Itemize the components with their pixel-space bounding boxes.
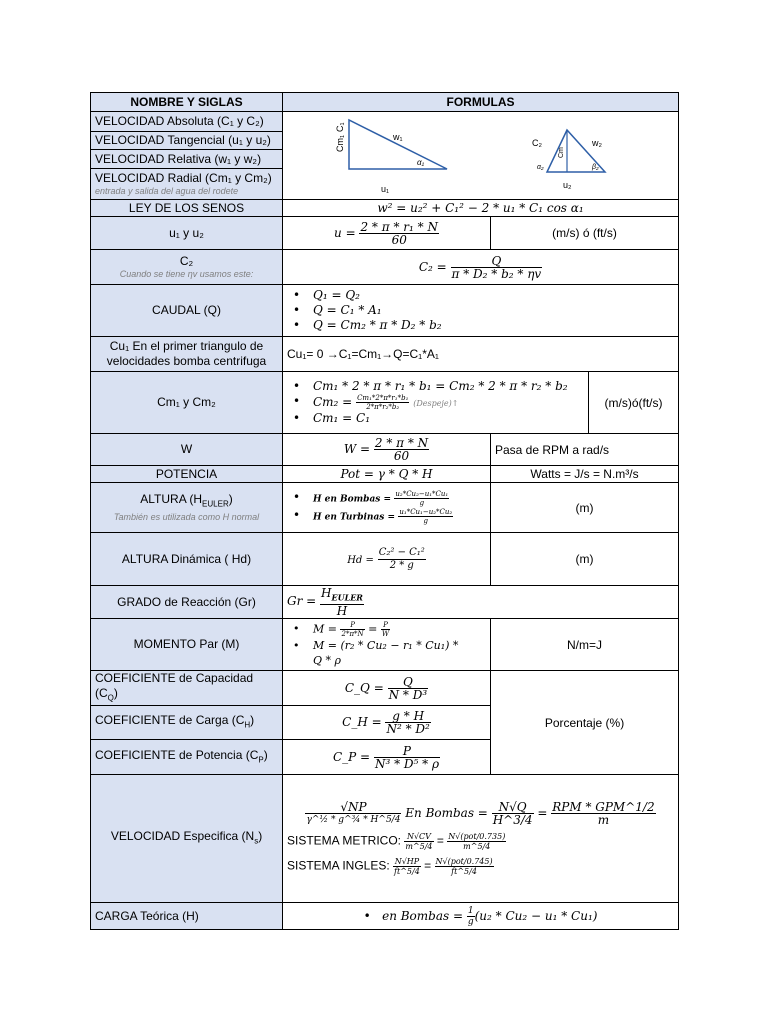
cq-label-end: )	[113, 686, 118, 700]
formula-cu1: Cu₁= 0 →C₁=Cm₁→Q=C₁*A₁	[283, 337, 679, 372]
formula-u-den: 60	[391, 232, 407, 247]
formula-cq-den: N * D³	[388, 687, 428, 702]
right-triangle-cm: Cm	[558, 147, 565, 158]
formula-carga	[283, 903, 679, 930]
formula-hd-num: C₂² − C₁²	[378, 546, 425, 558]
ns-frac-3	[551, 801, 655, 826]
formula-table	[90, 92, 679, 930]
ns-ingles-frac-2	[435, 857, 494, 876]
row-w: W	[91, 434, 283, 466]
caudal-item: • Q = Cm₂ * π * D₂ * b₂	[313, 318, 674, 333]
formula-hd	[283, 533, 491, 586]
row-hd: ALTURA Dinámica ( Hd)	[91, 533, 283, 586]
momento-item-1-frac2	[381, 621, 390, 638]
row-carga: CARGA Teórica (H)	[91, 903, 283, 930]
momento-item-1-den2: W	[381, 630, 390, 638]
formula-momento	[283, 619, 491, 671]
altura-label	[140, 492, 233, 509]
cp-label: COEFICIENTE de Potencia (C	[95, 747, 259, 762]
ns-den-3: m	[597, 813, 610, 828]
altura-bombas-lhs: H en Bombas =	[313, 494, 392, 505]
formula-gr-num-main: H	[321, 586, 332, 601]
unit-momento: N/m=J	[491, 619, 679, 671]
formula-c2-num: Q	[451, 255, 543, 268]
cm-item-2-den: 2*π*r₂*b₂	[366, 403, 400, 411]
unit-hd: (m)	[491, 533, 679, 586]
momento-item-2	[313, 638, 486, 668]
unit-potencia: Watts = J/s = N.m³/s	[491, 466, 679, 483]
formula-cm	[283, 372, 589, 434]
ch-label-sub: H	[244, 720, 251, 730]
ch-label-end: )	[250, 713, 255, 728]
caudal-item: • Q₁ = Q₂	[313, 288, 674, 303]
ns-metric-num-2: N√(pot/0.735)	[448, 832, 506, 842]
right-triangle-alpha: α₂	[537, 164, 544, 171]
momento-item-2-text: M = (r₂ * Cu₂ − r₁ * Cu₁) *	[313, 639, 459, 652]
momento-item-2-cont: Q * ρ	[313, 654, 341, 667]
row-cp	[91, 740, 283, 775]
velocity-triangles	[283, 112, 679, 200]
formula-gr-lhs: Gr =	[287, 594, 317, 609]
ns-metric-den-2: m^5/4	[463, 842, 491, 852]
formula-cp-frac	[374, 745, 440, 770]
left-triangle-angle: α₁	[417, 158, 425, 167]
cp-label-end: )	[263, 747, 268, 762]
cm-item-3: • Cm₁ = C₁	[313, 411, 584, 426]
left-triangle-w: w₁	[393, 132, 403, 142]
formula-gr	[283, 586, 679, 619]
formula-cq-frac	[388, 676, 429, 701]
right-triangle-base: u₂	[563, 180, 572, 190]
ns-eq: =	[537, 806, 548, 821]
formula-altura	[283, 483, 491, 533]
unit-u: (m/s) ó (ft/s)	[491, 217, 679, 250]
ns-den-2: H^3/4	[492, 813, 533, 828]
row-caudal: CAUDAL (Q)	[91, 285, 283, 337]
formula-w-frac	[374, 437, 429, 462]
formula-hd-frac	[378, 547, 426, 572]
altura-turbinas-lhs: H en Turbinas =	[313, 512, 396, 523]
ns-metric-label: SISTEMA METRICO:	[287, 834, 402, 849]
header-name: NOMBRE Y SIGLAS	[91, 93, 283, 112]
formula-carga-rhs: (u₂ * Cu₂ − u₁ * Cu₁)	[474, 908, 598, 923]
cp-label-sub: P	[258, 755, 264, 765]
formula-c2-lhs: C₂ =	[418, 259, 447, 274]
formula-u-frac	[359, 221, 438, 246]
row-momento: MOMENTO Par (M)	[91, 619, 283, 671]
ns-metric-den: m^5/4	[405, 842, 433, 852]
ns-frac-1	[305, 801, 401, 826]
formula-cp-lhs: C_P =	[332, 749, 371, 764]
left-triangle-base: u₁	[381, 184, 390, 194]
caudal-item: • Q = C₁ * A₁	[313, 303, 674, 318]
formula-gr-num	[320, 587, 364, 604]
ns-ingles-num: N√HP	[394, 857, 420, 867]
row-ley-senos: LEY DE LOS SENOS	[91, 200, 283, 217]
unit-cm: (m/s)ó(ft/s)	[589, 372, 679, 434]
row-u1-u2: u₁ y u₂	[91, 217, 283, 250]
row-cq	[91, 671, 283, 706]
formula-gr-den: H	[336, 603, 348, 618]
row-velocidad-relativa: VELOCIDAD Relativa (w₁ y w₂)	[91, 150, 283, 169]
momento-item-1-eq: =	[368, 622, 378, 636]
right-triangle-w2: w₂	[592, 138, 602, 148]
ns-num-3: RPM * GPM^1/2	[552, 800, 655, 815]
formula-carga-lhs: en Bombas =	[382, 908, 464, 923]
unit-coeficientes: Porcentaje (%)	[491, 671, 679, 775]
row-potencia: POTENCIA	[91, 466, 283, 483]
formula-potencia: Pot = γ * Q * H	[283, 466, 491, 483]
formula-u-lhs: u =	[334, 225, 356, 240]
formula-cp-num: P	[374, 745, 440, 758]
ns-frac-2	[492, 801, 534, 826]
ns-num-2: N√Q	[492, 801, 534, 814]
altura-label-end: )	[228, 492, 233, 507]
formula-carga-frac	[467, 906, 475, 927]
row-ns	[91, 775, 283, 903]
note-w: Pasa de RPM a rad/s	[491, 434, 679, 466]
ns-label-end: )	[258, 829, 263, 844]
velocidad-radial-note: entrada y salida del agua del rodete	[95, 185, 239, 196]
formula-ch-lhs: C_H =	[342, 715, 382, 730]
ns-label: VELOCIDAD Especifica (N	[110, 829, 255, 844]
altura-note: También es utilizada como H normal	[113, 511, 260, 522]
formula-ch-den: N² * D²	[386, 722, 430, 737]
altura-bombas-frac	[394, 490, 449, 507]
ns-ingles-den: ft^5/4	[394, 867, 420, 877]
left-triangle	[335, 120, 447, 194]
cm-item-2-frac	[356, 394, 409, 411]
carga-bullet: •	[363, 908, 371, 923]
ns-num-1: √NP	[305, 801, 401, 814]
velocidad-radial-label: VELOCIDAD Radial (Cm₁ y Cm₂)	[95, 170, 272, 185]
ns-ingles-frac-1	[393, 857, 421, 876]
unit-altura: (m)	[491, 483, 679, 533]
momento-item-1-den: 2*π*N	[341, 630, 364, 638]
formula-hd-den: 2 * g	[389, 559, 414, 571]
formula-w	[283, 434, 491, 466]
altura-turbinas-den: g	[423, 516, 429, 525]
formula-ch	[283, 706, 491, 740]
altura-label-main: ALTURA (H	[140, 492, 203, 507]
ns-metric: SISTEMA METRICO: $\frac{N√CV}{m\^{}5/4}$ = $\frac{\text{N√(pot/0.735)}}{m\^{}5/4}$	[287, 832, 506, 852]
c2-note: Cuando se tiene ηv usamos este:	[119, 269, 254, 279]
altura-turbinas-num: u₁*Cu₁−u₂*Cu₂	[399, 507, 453, 516]
formula-c2-frac	[451, 255, 543, 280]
formula-c2	[283, 250, 679, 285]
row-c2	[91, 250, 283, 285]
formula-cq	[283, 671, 491, 706]
altura-bombas-num: u₂*Cu₂−u₁*Cu₁	[395, 489, 449, 498]
cm-item-2-num: Cm₁*2*π*r₁*b₁	[357, 394, 409, 402]
row-ch	[91, 706, 283, 740]
ns-ingles-num-2: N√(pot/0.745)	[435, 857, 493, 867]
formula-ch-num: g * H	[385, 710, 430, 723]
cm-despeje-note: (Despeje)↑	[413, 399, 459, 408]
right-triangle-beta: β₂	[592, 164, 599, 171]
formula-w-num: 2 * π * N	[374, 436, 429, 450]
momento-item-1-frac	[340, 621, 364, 638]
momento-item-1	[313, 621, 486, 638]
formula-caudal	[283, 285, 679, 337]
formula-c2-den: π * D₂ * b₂ * ηv	[451, 266, 542, 281]
row-gr: GRADO de Reacción (Gr)	[91, 586, 283, 619]
row-cm: Cm₁ y Cm₂	[91, 372, 283, 434]
row-velocidad-absoluta: VELOCIDAD Absoluta (C₁ y C₂)	[91, 112, 283, 132]
formula-cp	[283, 740, 491, 775]
momento-item-1-lhs: M =	[313, 622, 337, 636]
ns-den-1: γ^½ * g^¾ * H^5/4	[306, 815, 401, 826]
formula-carga-num: 1	[467, 905, 474, 916]
formula-ns	[283, 775, 679, 903]
altura-bombas-den: g	[419, 498, 425, 507]
left-triangle-c1: C₁	[335, 122, 345, 132]
formula-gr-frac	[320, 587, 364, 616]
formula-u	[283, 217, 491, 250]
cm-item-2	[313, 394, 584, 411]
ns-ingles: SISTEMA INGLES: $\frac{N√HP}{ft\^{}5/4}$ = $\frac{\text{N√(pot/0.745)}}{ft\^{}5/4}$	[287, 857, 493, 877]
cq-label: COEFICIENTE de Capacidad (C	[95, 671, 254, 700]
ns-metric-frac-1	[404, 832, 433, 851]
row-cu1: Cu₁ En el primer triangulo de velocidades bomba centrifuga	[91, 337, 283, 372]
ns-metric-num: N√CV	[404, 832, 433, 842]
ns-mid: En Bombas =	[405, 806, 488, 821]
formula-u-num: 2 * π * r₁ * N	[360, 219, 438, 234]
altura-label-sub: EULER	[202, 499, 229, 509]
ns-metric-frac-2	[447, 832, 506, 851]
altura-turbinas	[313, 508, 486, 526]
cm-item-1: • Cm₁ * 2 * π * r₁ * b₁ = Cm₂ * 2 * π * r₂ * b₂	[313, 379, 584, 394]
row-velocidad-radial	[91, 168, 283, 199]
header-formulas: FORMULAS	[283, 93, 679, 112]
velocity-triangles-diagram	[283, 112, 677, 196]
row-velocidad-tangencial: VELOCIDAD Tangencial (u₁ y u₂)	[91, 131, 283, 150]
ns-ingles-den-2: ft^5/4	[451, 867, 477, 877]
formula-cq-lhs: C_Q =	[344, 680, 384, 695]
formula-hd-lhs: Hd =	[347, 554, 374, 566]
c2-label: C₂	[179, 254, 194, 268]
cq-label-sub: Q	[107, 693, 114, 703]
ns-label-sub: s	[254, 836, 259, 846]
formula-w-lhs: W =	[343, 442, 371, 456]
right-triangle	[532, 130, 605, 190]
ch-label: COEFICIENTE de Carga (C	[95, 713, 245, 728]
momento-item-1-num2: P	[381, 621, 390, 630]
altura-bombas	[313, 490, 486, 508]
cm-item-2-lhs: Cm₂ =	[313, 395, 353, 409]
formula-cp-den: N³ * D⁵ * ρ	[374, 756, 439, 771]
formula-ch-frac	[385, 710, 430, 735]
formula-carga-den: g	[467, 916, 474, 927]
right-triangle-c2: C₂	[532, 138, 542, 148]
ns-main	[287, 801, 674, 826]
left-triangle-cm: Cm₁	[335, 134, 345, 152]
formula-ley-senos: w² = u₂² + C₁² − 2 * u₁ * C₁ cos α₁	[283, 200, 679, 217]
formula-w-den: 60	[393, 449, 410, 463]
formula-cq-num: Q	[388, 676, 429, 689]
altura-turbinas-frac	[398, 508, 453, 525]
momento-item-1-num: P	[340, 621, 364, 630]
formula-sheet	[90, 92, 678, 930]
ns-ingles-label: SISTEMA INGLES:	[287, 859, 390, 874]
formula-gr-num-sub: EULER	[331, 592, 363, 603]
row-altura	[91, 483, 283, 533]
